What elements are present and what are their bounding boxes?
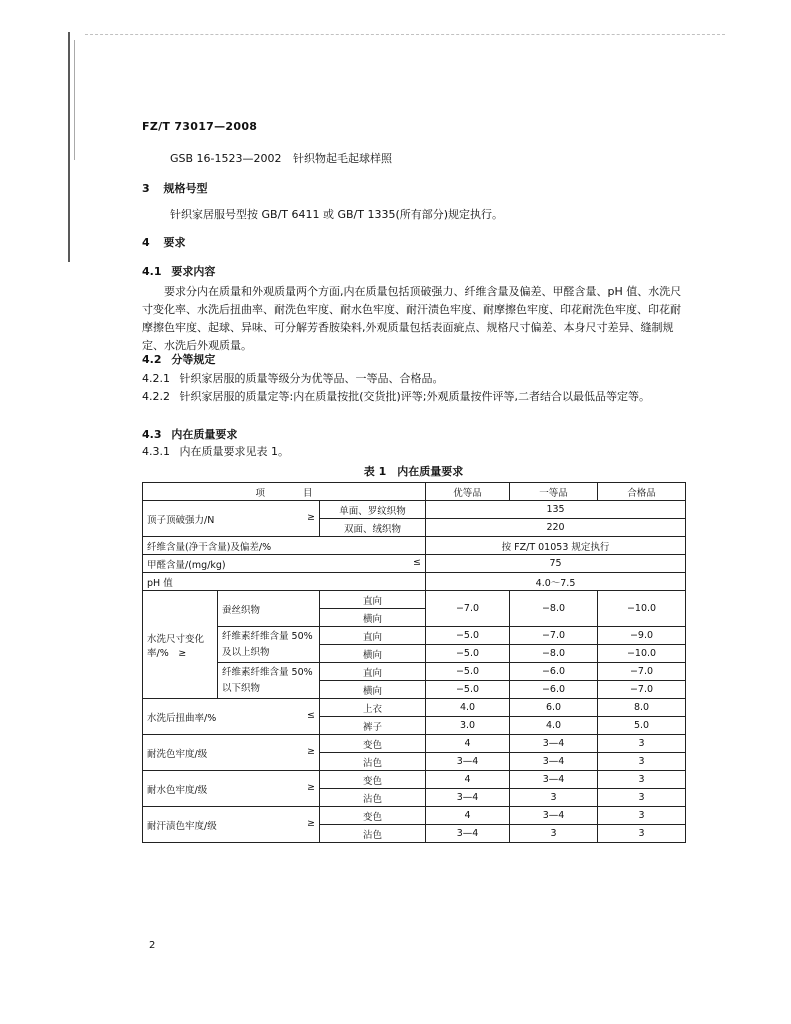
section-4-2-1 (142, 370, 444, 387)
quality-table (142, 482, 686, 843)
section-title: 分等规定 (171, 353, 216, 366)
section-title: 规格号型 (163, 182, 208, 195)
section-text: 内在质量要求见表 1。 (179, 445, 289, 458)
cell-value: 6.0 (510, 699, 598, 717)
section-number: 4.2.1 (142, 372, 170, 385)
cell-value: −10.0 (598, 645, 686, 663)
cell-value: 按 FZ/T 01053 规定执行 (426, 537, 686, 555)
cell-value: 3 (598, 825, 686, 843)
cell-text: 直向 (320, 591, 426, 609)
cell-value: −6.0 (510, 681, 598, 699)
cell-text: 变色 (320, 771, 426, 789)
row-label-burst (143, 501, 320, 537)
cell-value: −5.0 (426, 663, 510, 681)
cell-value: 4 (426, 807, 510, 825)
cell-value: 3 (598, 735, 686, 753)
scan-artifact-dots (85, 34, 725, 35)
cell-value: 3—4 (426, 825, 510, 843)
cell-value: −8.0 (510, 591, 598, 627)
cell-value: 3—4 (426, 789, 510, 807)
cell-value: 3—4 (510, 735, 598, 753)
cell-value: 4 (426, 735, 510, 753)
cell-text: 甲醛含量/(mg/kg) (147, 559, 226, 571)
cell-text: 纤维素纤维含量 50%及以上织物 (218, 627, 320, 663)
cell-value: 220 (426, 519, 686, 537)
cell-text: 横向 (320, 681, 426, 699)
section-number: 3 (142, 182, 150, 195)
cell-value: 3—4 (510, 753, 598, 771)
cell-text: 纤维素纤维含量 50%以下织物 (218, 663, 320, 699)
section-number: 4 (142, 236, 150, 249)
cell-value: 3.0 (426, 717, 510, 735)
section-title: 内在质量要求 (171, 428, 238, 441)
cell-value: 75 (426, 555, 686, 573)
cell-value: −7.0 (598, 681, 686, 699)
table-row (143, 537, 686, 555)
section-number: 4.3 (142, 428, 162, 441)
cell-value: −7.0 (598, 663, 686, 681)
cell-text: 横向 (320, 609, 426, 627)
row-label-sweat-fastness (143, 807, 320, 843)
cell-symbol: ≤ (307, 709, 315, 721)
cell-symbol: ≤ (413, 556, 422, 568)
cell-symbol: ≥ (307, 745, 315, 757)
scan-artifact-line (68, 32, 70, 262)
cell-symbol: ≥ (307, 781, 315, 793)
cell-value: 135 (426, 501, 686, 519)
cell-value: 3 (598, 807, 686, 825)
section-4-3-1 (142, 443, 289, 460)
table-row (143, 807, 686, 825)
cell-text: 直向 (320, 663, 426, 681)
cell-text: 上衣 (320, 699, 426, 717)
cell-text: 顶子顶破强力/N (147, 514, 215, 526)
cell-value: 4.0～7.5 (426, 573, 686, 591)
header-grade-1: 优等品 (426, 483, 510, 501)
section-number: 4.1 (142, 265, 162, 278)
cell-text: 变色 (320, 807, 426, 825)
section-title: 要求 (163, 236, 186, 249)
cell-text: 沾色 (320, 825, 426, 843)
row-label-shrink: 水洗尺寸变化率/% ≥ (143, 591, 218, 699)
section-3-text: 针织家居服号型按 GB/T 6411 或 GB/T 1335(所有部分)规定执行。 (170, 208, 504, 221)
cell-value: 3 (510, 825, 598, 843)
row-label-fiber: 纤维含量(净干含量)及偏差/% (143, 537, 426, 555)
cell-symbol: ≥ (307, 511, 315, 523)
section-3-heading (142, 180, 208, 196)
section-4-3-heading (142, 426, 237, 442)
table-row (143, 573, 686, 591)
cell-value: −8.0 (510, 645, 598, 663)
cell-value: 3—4 (510, 807, 598, 825)
cell-text: 双面、绒织物 (320, 519, 426, 537)
table-row (143, 501, 686, 519)
cell-value: −10.0 (598, 591, 686, 627)
cell-value: 3 (598, 789, 686, 807)
cell-value: 4.0 (426, 699, 510, 717)
section-number: 4.3.1 (142, 445, 170, 458)
table-row (143, 735, 686, 753)
cell-value: −5.0 (426, 681, 510, 699)
scan-artifact-line (74, 40, 75, 160)
cell-value: −5.0 (426, 645, 510, 663)
section-number: 4.2 (142, 353, 162, 366)
cell-value: −7.0 (510, 627, 598, 645)
cell-value: 3—4 (426, 753, 510, 771)
cell-value: 8.0 (598, 699, 686, 717)
section-4-heading (142, 234, 186, 250)
section-text: 针织家居服的质量定等:内在质量按批(交货批)评等;外观质量按件评等,二者结合以最低品等定等。 (179, 390, 650, 403)
table-caption: 表 1 内在质量要求 (363, 465, 464, 478)
row-label-water-fastness (143, 771, 320, 807)
table-row (143, 555, 686, 573)
section-4-2-2 (142, 388, 687, 406)
cell-text: 裤子 (320, 717, 426, 735)
cell-text: 直向 (320, 627, 426, 645)
cell-text: 耐汗渍色牢度/级 (147, 820, 217, 832)
cell-text: 蚕丝织物 (218, 591, 320, 627)
cell-value: 4 (426, 771, 510, 789)
table-row (143, 771, 686, 789)
row-label-formaldehyde (143, 555, 426, 573)
cell-text: 耐洗色牢度/级 (147, 748, 208, 760)
cell-value: −6.0 (510, 663, 598, 681)
header-grade-3: 合格品 (598, 483, 686, 501)
cell-value: 3 (598, 771, 686, 789)
cell-value: −7.0 (426, 591, 510, 627)
row-label-wash-fastness (143, 735, 320, 771)
cell-value: −5.0 (426, 627, 510, 645)
ref-code: GSB 16-1523—2002 (170, 152, 282, 165)
header-grade-2: 一等品 (510, 483, 598, 501)
cell-text: 耐水色牢度/级 (147, 784, 208, 796)
section-text: 针织家居服的质量等级分为优等品、一等品、合格品。 (179, 372, 444, 385)
cell-value: 3 (510, 789, 598, 807)
cell-value: −9.0 (598, 627, 686, 645)
ref-title: 针织物起毛起球样照 (293, 152, 393, 165)
cell-text: 沾色 (320, 789, 426, 807)
table-row (143, 699, 686, 717)
cell-value: 5.0 (598, 717, 686, 735)
cell-symbol: ≥ (307, 817, 315, 829)
cell-text: 单面、罗纹织物 (320, 501, 426, 519)
doc-code: FZ/T 73017—2008 (142, 120, 258, 133)
section-number: 4.2.2 (142, 390, 170, 403)
header-item: 项 目 (143, 483, 426, 501)
cell-text: 变色 (320, 735, 426, 753)
ref-line (170, 150, 392, 167)
row-label-ph: pH 值 (143, 573, 426, 591)
cell-value: 3—4 (510, 771, 598, 789)
section-4-1-text: 要求分内在质量和外观质量两个方面,内在质量包括顶破强力、纤维含量及偏差、甲醛含量、pH 值、水洗尺寸变化率、水洗后扭曲率、耐洗色牢度、耐水色牢度、耐汗渍色牢度、耐摩擦色牢度、印花耐洗色牢度、印花耐摩擦色牢度、起球、异味、可分解芳香胺染料,外观质量包括表面疵点、规格尺寸偏差、本身尺寸差异、缝制规定、水洗后外观质量。 (142, 285, 682, 352)
row-label-twist (143, 699, 320, 735)
cell-value: 4.0 (510, 717, 598, 735)
section-4-2-heading (142, 351, 215, 367)
table-row (143, 627, 686, 645)
table-row (143, 591, 686, 609)
cell-text: 水洗后扭曲率/% (147, 712, 217, 724)
cell-text: 沾色 (320, 753, 426, 771)
table-header-row (143, 483, 686, 501)
cell-value: 3 (598, 753, 686, 771)
cell-text: 横向 (320, 645, 426, 663)
section-title: 要求内容 (171, 265, 216, 278)
section-4-1-heading (142, 263, 215, 279)
table-row (143, 663, 686, 681)
page-number: 2 (149, 940, 156, 951)
